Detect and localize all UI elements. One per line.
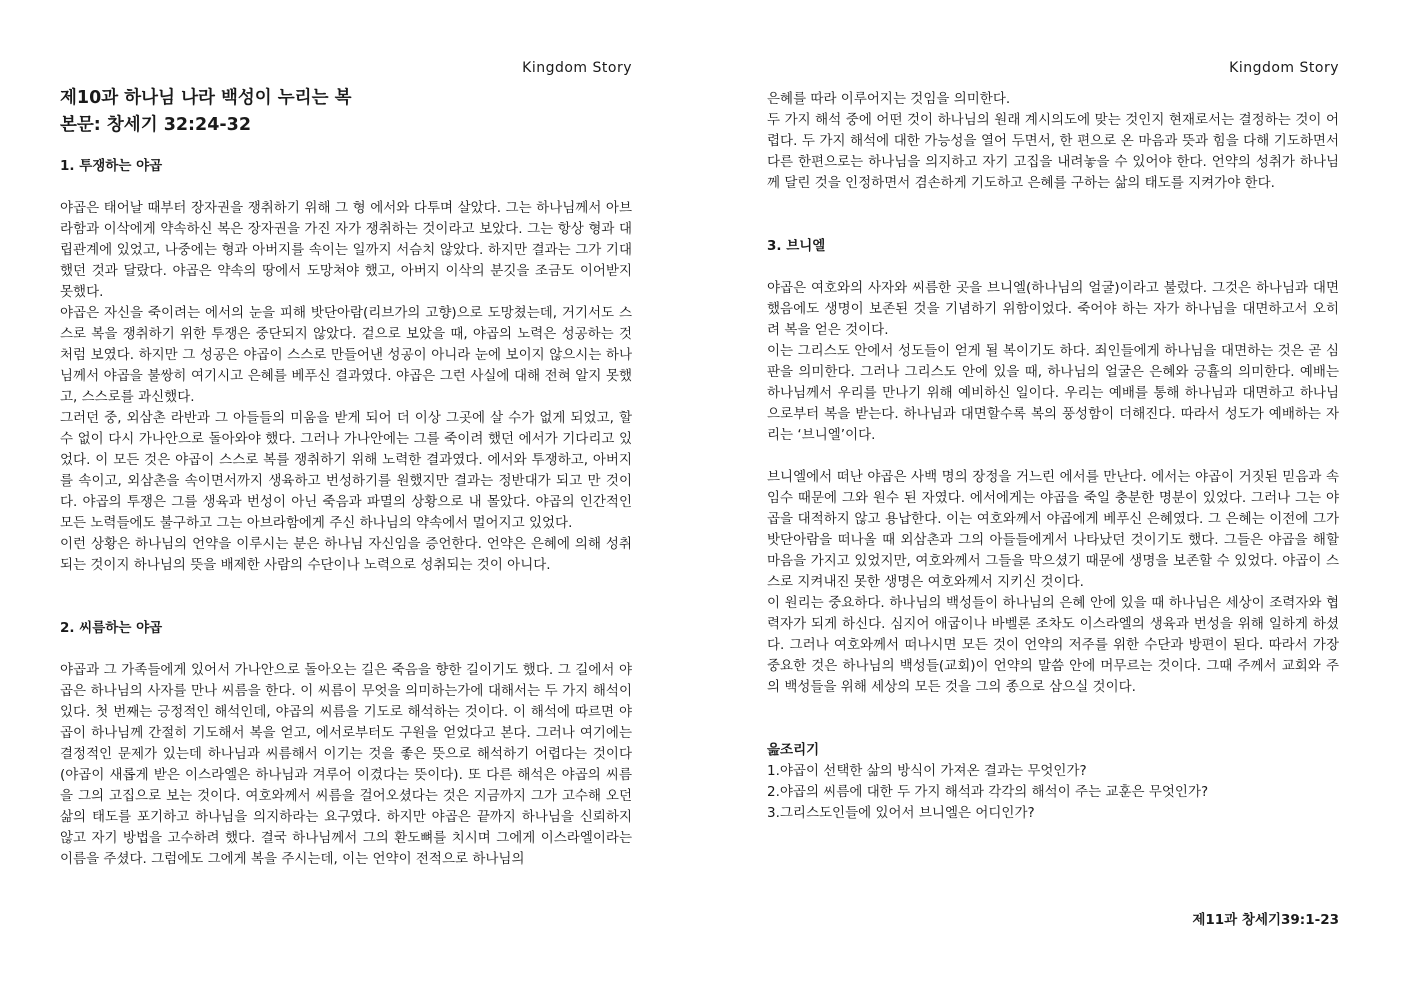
paragraph: 야곱과 그 가족들에게 있어서 가나안으로 돌아오는 길은 죽음을 향한 길이기도 했다. 그 길에서 야곱은 하나님의 사자를 만나 씨름을 한다. 이 씨름이 무엇을 의미하는가에 대해서는 두 가지 해석이 있다. 첫 번째는 긍정적인 해석인데, 야곱의 씨름을 기도로 해석하는 것이다. 이 해석에 따르면 야곱이 하나님께 간절히 기도해서 복을 얻고, 에서로부터도 구원을 얻었다고 본다. 그러나 여기에는 결정적인 문제가 있는데 하나님과 씨름해서 이기는 것을 좋은 뜻으로 해석하기 어렵다는 것이다(야곱이 새롭게 받은 이스라엘은 하나님과 겨루어 이겼다는 뜻이다). 또 다른 해석은 야곱의 씨름을 그의 고집으로 보는 것이다. 여호와께서 씨름을 걸어오셨다는 것은 지금까지 그가 고수해 오던 삶의 태도를 포기하고 하나님을 의지하라는 요구였다. 하지만 야곱은 끝까지 하나님을 신뢰하지 않고 자기 방법을 고수하려 했다. 결국 하나님께서 그의 환도뼈를 치시며 그에게 이스라엘이라는 이름을 주셨다. 그럼에도 그에게 복을 주시는데, 이는 언약이 전적으로 하나님의 bbox=[60, 662, 632, 867]
next-lesson-reference: 제11과 창세기39:1-23 bbox=[1192, 912, 1339, 928]
page-header: Kingdom Story bbox=[1229, 60, 1339, 76]
paragraph: 야곱은 자신을 죽이려는 에서의 눈을 피해 밧단아람(리브가의 고향)으로 도망쳤는데, 거기서도 스스로 복을 쟁취하기 위한 투쟁은 중단되지 않았다. 겉으로 보았을 때, 야곱의 노력은 성공하는 것처럼 보였다. 하지만 그 성공은 야곱이 스스로 만들어낸 성공이 아니라 눈에 보이지 않으시는 하나님께서 야곱을 불쌍히 여기시고 은혜를 베푸신 결과였다. 야곱은 그런 사실에 대해 전혀 알지 못했고, 스스로를 과신했다. bbox=[60, 305, 632, 405]
right-content bbox=[767, 89, 1339, 824]
page-header: Kingdom Story bbox=[522, 60, 632, 76]
review-heading: 읊조리기 bbox=[767, 742, 820, 758]
paragraph: 이는 그리스도 안에서 성도들이 얻게 될 복이기도 하다. 죄인들에게 하나님을 대면하는 것은 곧 심판을 의미한다. 그러나 그리스도 안에 있을 때, 하나님의 얼굴은 은혜와 긍휼의 의미한다. 예배는 하나님께서 우리를 만나기 위해 예비하신 일이다. 우리는 예배를 통해 하나님과 대면하고 하나님으로부터 복을 받는다. 하나님과 대면할수록 복의 풍성함이 더해진다. 따라서 성도가 예배하는 자리는 ‘브니엘’이다. bbox=[767, 343, 1339, 443]
paragraph: 두 가지 해석 중에 어떤 것이 하나님의 원래 계시의도에 맞는 것인지 현재로서는 결정하는 것이 어렵다. 두 가지 해석에 대한 가능성을 열어 두면서, 한 편으로 온 마음과 뜻과 힘을 다해 기도하면서 다른 한편으로는 하나님을 의지하고 자기 고집을 내려놓을 수 있어야 한다. 언약의 성취가 하나님께 달린 것을 인정하면서 겸손하게 기도하고 은혜를 구하는 삶의 태도를 지켜가야 한다. bbox=[767, 112, 1339, 191]
paragraph: 이 원리는 중요하다. 하나님의 백성들이 하나님의 은혜 안에 있을 때 하나님은 세상이 조력자와 협력자가 되게 하신다. 심지어 애굽이나 바벨론 조차도 이스라엘의 생육과 번성을 위해 일하게 하셨다. 그러나 여호와께서 떠나시면 모든 것이 언약의 저주를 위한 수단과 방편이 된다. 따라서 가장 중요한 것은 하나님의 백성들(교회)이 언약의 말씀 안에 머무르는 것이다. 그때 주께서 교회와 주의 백성들을 위해 세상의 모든 것을 그의 종으로 삼으실 것이다. bbox=[767, 595, 1339, 695]
paragraph: 브니엘에서 떠난 야곱은 사백 명의 장정을 거느린 에서를 만난다. 에서는 야곱이 거짓된 믿음과 속임수 때문에 그와 원수 된 자였다. 에서에게는 야곱을 죽일 충분한 명분이 있었다. 그러나 그는 야곱을 대적하지 않고 용납한다. 이는 여호와께서 야곱에게 베푸신 은혜였다. 그 은혜는 이전에 그가 밧단아람을 떠나올 때 외삼촌과 그의 아들들에게서 나타났던 것이기도 했다. 그들은 야곱을 해할 마음을 가지고 있었지만, 여호와께서 그들을 막으셨기 때문에 생명을 보존할 수 있었다. 야곱이 스스로 지켜내진 못한 생명은 여호와께서 지키신 것이다. bbox=[767, 469, 1339, 590]
section-heading: 2. 씨름하는 야곱 bbox=[60, 620, 163, 636]
paragraph: 은혜를 따라 이루어지는 것임을 의미한다. bbox=[767, 91, 1011, 107]
paragraph: 야곱은 태어날 때부터 장자권을 쟁취하기 위해 그 형 에서와 다투며 살았다. 그는 하나님께서 아브라함과 이삭에게 약속하신 복은 장자권을 가진 자가 쟁취하는 것이라고 보았다. 그는 항상 형과 대립관계에 있었고, 나중에는 형과 아버지를 속이는 일까지 서슴치 않았다. 하지만 결과는 그가 기대했던 것과 달랐다. 야곱은 약속의 땅에서 도망쳐야 했고, 아버지 이삭의 분깃을 조금도 이어받지 못했다. bbox=[60, 200, 632, 300]
paragraph: 이런 상황은 하나님의 언약을 이루시는 분은 하나님 자신임을 증언한다. 언약은 은혜에 의해 성취되는 것이지 하나님의 뜻을 배제한 사람의 수단이나 노력으로 성취되는 것이 아니다. bbox=[60, 536, 632, 573]
scripture-reference: 본문: 창세기 32:24-32 bbox=[60, 115, 252, 135]
review-question: 1.야곱이 선택한 삶의 방식이 가져온 결과는 무엇인가? bbox=[767, 763, 1087, 779]
section-heading: 3. 브니엘 bbox=[767, 238, 826, 254]
lesson-title: 제10과 하나님 나라 백성이 누리는 복 bbox=[60, 88, 352, 108]
paragraph: 그러던 중, 외삼촌 라반과 그 아들들의 미움을 받게 되어 더 이상 그곳에 살 수가 없게 되었고, 할 수 없이 다시 가나안으로 돌아와야 했다. 그러나 가나안에는 그를 죽이려 했던 에서가 기다리고 있었다. 이 모든 것은 야곱이 스스로 복를 쟁취하기 위해 노력한 결과였다. 에서와 투쟁하고, 아버지를 속이고, 외삼촌을 속이면서까지 생육하고 번성하기를 원했지만 결과는 정반대가 되고 만 것이다. 야곱의 투쟁은 그를 생육과 번성이 아닌 죽음과 파멸의 상황으로 내 몰았다. 야곱의 인간적인 모든 노력들에도 불구하고 그는 아브라함에게 주신 하나님의 약속에서 멀어지고 있었다. bbox=[60, 410, 632, 531]
section-heading: 1. 투쟁하는 야곱 bbox=[60, 158, 163, 174]
review-question: 2.야곱의 씨름에 대한 두 가지 해석과 각각의 해석이 주는 교훈은 무엇인가? bbox=[767, 784, 1209, 800]
paragraph: 야곱은 여호와의 사자와 씨름한 곳을 브니엘(하나님의 얼굴)이라고 불렀다. 그것은 하나님과 대면했음에도 생명이 보존된 것을 기념하기 위함이었다. 죽어야 하는 자가 하나님을 대면하고서 오히려 복을 얻은 것이다. bbox=[767, 280, 1339, 338]
left-content bbox=[60, 85, 632, 870]
review-question: 3.그리스도인들에 있어서 브니엘은 어디인가? bbox=[767, 805, 1035, 821]
